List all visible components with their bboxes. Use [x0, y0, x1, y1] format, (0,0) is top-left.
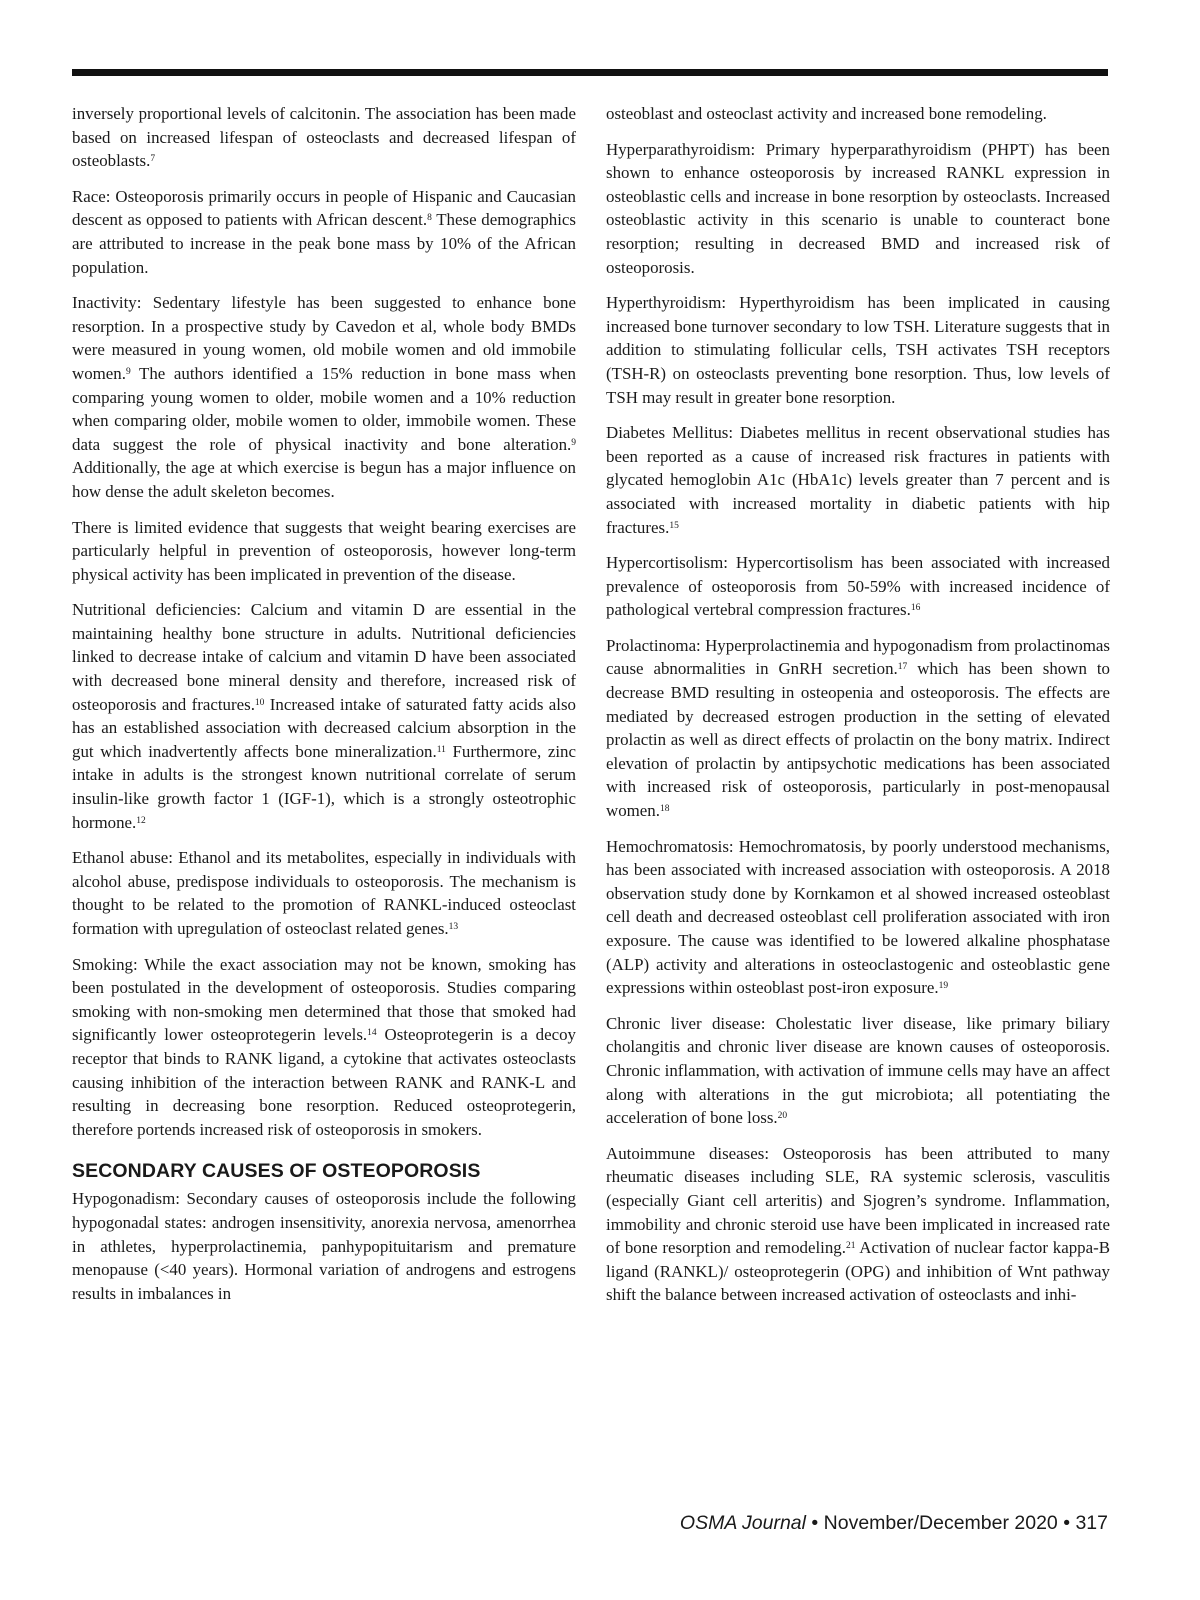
paragraph-liver-disease: Chronic liver disease: Cholestatic liver disease, like primary biliary cholangitis and chronic liver disease are known causes of osteoporosis. Chronic inflammation, with activation of immune cells may have an affect along with alterations in the gut microbiota; all potentiating the acceleration of bone loss.$^{20}$ — [606, 1013, 1110, 1128]
paragraph-smoking: Smoking: While the exact association may not be known, smoking has been postulated in the development of osteoporosis. Studies comparing smoking with non-smoking men determined that those that smoked had significantly lower osteoprotegerin levels.$^{14}$ Osteoprotegerin is a decoy receptor that binds to RANK ligand, a cytokine that activates osteoclasts causing inhibition of the interaction between RANK and RANK-L and resulting in decreasing bone resorption. Reduced osteoprotegerin, therefore portends increased risk of osteoporosis in smokers. — [72, 954, 576, 1139]
paragraph-hyperparathyroidism: Hyperparathyroidism: Primary hyperparathyroidism (PHPT) has been shown to enhance osteoporosis by increased RANKL expression in osteoblastic cells and increase in bone resorption by osteoclasts. Increased osteoblastic activity in this scenario is unable to counteract bone resorption; resulting in decreased BMD and increased risk of osteoporosis. — [606, 139, 1110, 277]
journal-name: OSMA Journal — [679, 1512, 806, 1534]
citation-21: 21 — [845, 1241, 856, 1252]
paragraph-hemochromatosis: Hemochromatosis: Hemochromatosis, by poorly understood mechanisms, has been associated with increased association with osteoporosis. A 2018 observation study done by Kornkamon et al showed increased osteoblast cell death and decreased osteoblast cell proliferation associated with iron exposure. The cause was identified to be lowered alkaline phosphatase (ALP) activity and alterations in osteoclastogenic and osteoblastic gene expressions within osteoblast post-iron exposure.$^{19}$ — [606, 836, 1110, 998]
paragraph-prolactinoma: Prolactinoma: Hyperprolactinemia and hypogonadism from prolactinomas cause abnormalities in GnRH secretion.$^{17}$ which has been shown to decrease BMD resulting in osteopenia and osteoporosis. The effects are mediated by decreased estrogen production in the setting of elevated prolactin as well as direct effects of prolactin on the bony matrix. Indirect elevation of prolactin by antipsychotic medications has been associated with increased risk of osteoporosis, particularly in post-menopausal women.$^{18}$ — [606, 635, 1111, 821]
paragraph-inactivity: Inactivity: Sedentary lifestyle has been suggested to enhance bone resorption. In a prospective study by Cavedon et al, whole body BMDs were measured in young women, old mobile women and old immobile women.$^9$ The authors identified a 15% reduction in bone mass when comparing young women to older, mobile women and a 10% reduction when comparing older, mobile women to older, immobile women. These data suggest the role of physical inactivity and bone alteration.$^9$ Additionally, the age at which exercise is begun has a major influence on how dense the adult skeleton becomes. — [72, 293, 576, 501]
citation-16: 16 — [910, 603, 921, 614]
paragraph-hypercortisolism: Hypercortisolism: Hypercortisolism has been associated with increased prevalence of osteoporosis from 50-59% with increased incidence of pathological vertebral compression fractures.$^{16}$ — [606, 553, 1110, 620]
paragraph-weight-bearing: There is limited evidence that suggests that weight bearing exercises are particularly helpful in prevention of osteoporosis, however long-term physical activity has been implicated in prevention of the disease. — [72, 517, 576, 584]
paragraph-hypogonadism: Hypogonadism: Secondary causes of osteoporosis include the following hypogonadal states: androgen insensitivity, anorexia nervosa, amenorrhea in athletes, hyperprolactinemia, panhypopituitarism and premature menopause (<40 years). Hormonal variation of androgens and estrogens results in imbalances in — [72, 1189, 576, 1303]
citation-10: 10 — [254, 697, 265, 708]
page-number: 317 — [1075, 1512, 1108, 1534]
citation-9b: 9 — [571, 437, 576, 448]
citation-11: 11 — [436, 744, 446, 755]
citation-9a: 9 — [125, 366, 131, 377]
header-rule — [72, 69, 1108, 76]
citation-15: 15 — [669, 520, 679, 531]
paragraph-ethanol: Ethanol abuse: Ethanol and its metabolites, especially in individuals with alcohol abuse, predispose individuals to osteoporosis. The mechanism is thought to be related to the promotion of RANKL-induced osteoclast formation with upregulation of osteoclast related genes.$^{13}$ — [72, 848, 576, 938]
paragraph-hyperthyroidism: Hyperthyroidism: Hyperthyroidism has been implicated in causing increased bone turnover secondary to low TSH. Literature suggests that in addition to stimulating follicular cells, TSH activates TSH receptors (TSH-R) on osteoclasts preventing bone resorption. Thus, low levels of TSH may result in greater bone resorption. — [606, 293, 1110, 407]
citation-20: 20 — [777, 1111, 788, 1122]
paragraph-remodeling: osteoblast and osteoclast activity and increased bone remodeling. — [606, 104, 1047, 123]
issue-date: November/December 2020 — [823, 1512, 1058, 1534]
left-column — [72, 102, 576, 1317]
citation-13: 13 — [448, 922, 459, 932]
citation-17: 17 — [897, 662, 908, 673]
paragraph-calcitonin: inversely proportional levels of calcitonin. The association has been made based on increased lifespan of osteoclasts and decreased lifespan of osteoblasts.$^7$ — [72, 104, 576, 171]
page-footer: OSMA Journal • November/December 2020 • 317 — [679, 1512, 1108, 1534]
paragraph-race: Race: Osteoporosis primarily occurs in people of Hispanic and Caucasian descent as opposed to patients with African descent.$^8$ These demographics are attributed to increase in the peak bone mass by 10% of the African population. — [72, 186, 577, 277]
citation-8: 8 — [427, 213, 432, 224]
section-heading: SECONDARY CAUSES OF OSTEOPOROSIS — [72, 1160, 481, 1183]
citation-12: 12 — [136, 815, 146, 826]
citation-18: 18 — [659, 804, 670, 815]
citation-14: 14 — [367, 1028, 377, 1039]
citation-19: 19 — [938, 981, 949, 992]
citation-7: 7 — [150, 154, 156, 165]
right-column — [606, 102, 1110, 1319]
paragraph-nutritional: Nutritional deficiencies: Calcium and vitamin D are essential in the maintaining healthy bone structure in adults. Nutritional deficiencies linked to decrease intake of calcium and vitamin D have been associated with decreased bone mineral density and therefore, increased risk of osteoporosis and fractures.$^{10}$ Increased intake of saturated fatty acids also has an established association with decreased calcium absorption in the gut which inadvertently affects bone mineralization.$^{11}$ Furthermore, zinc intake in adults is the strongest known nutritional correlate of serum insulin-like growth factor 1 (IGF-1), which is a strongly osteotrophic hormone.$^{12}$ — [72, 600, 576, 832]
paragraph-autoimmune: Autoimmune diseases: Osteoporosis has been attributed to many rheumatic diseases including SLE, RA systemic sclerosis, vasculitis (especially Giant cell arteritis) and Sjogren’s syndrome. Inflammation, immobility and chronic steroid use have been implicated in increased rate of bone resorption and remodeling.$^{21}$ Activation of nuclear factor kappa-B ligand (RANKL)/ osteoprotegerin (OPG) and inhibition of Wnt pathway shift the balance between increased activation of osteoclasts and inhi- — [606, 1143, 1110, 1305]
paragraph-diabetes: Diabetes Mellitus: Diabetes mellitus in recent observational studies has been reported as a cause of increased risk fractures in patients with glycated hemoglobin A1c (HbA1c) levels greater than 7 percent and is associated with increased mortality in diabetic patients with hip fractures.$^{15}$ — [606, 423, 1110, 537]
